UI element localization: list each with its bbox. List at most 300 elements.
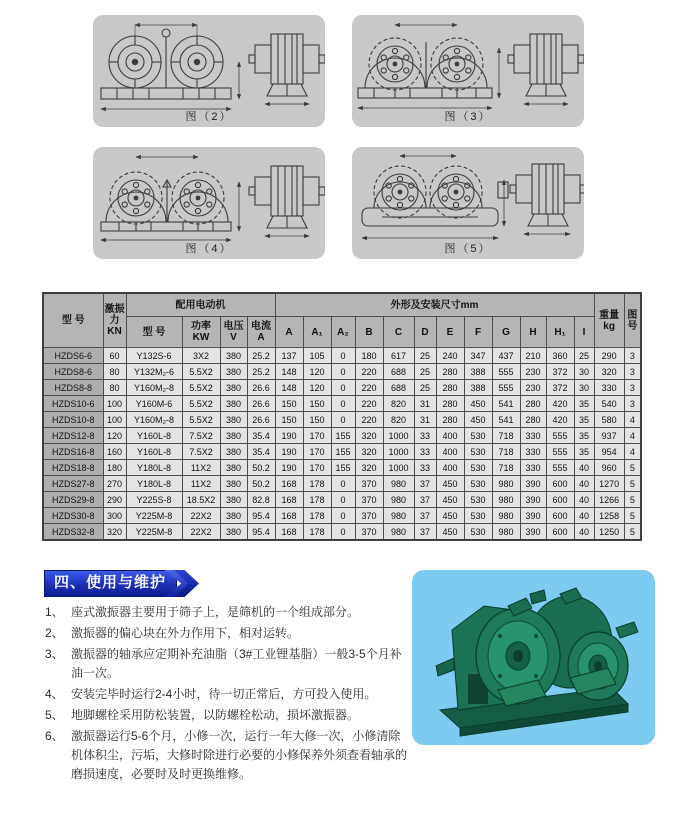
value-cell: 0 <box>331 380 355 396</box>
figure-caption: 图（5） <box>444 243 492 255</box>
value-cell: Y180L-8 <box>126 460 182 476</box>
value-cell: 4 <box>624 444 641 460</box>
table-row <box>43 396 641 412</box>
value-cell: 555 <box>546 460 574 476</box>
value-cell: 26.6 <box>247 412 275 428</box>
value-cell: 1000 <box>383 444 414 460</box>
value-cell: 555 <box>492 380 520 396</box>
value-cell: Y160M₂-8 <box>126 380 182 396</box>
value-cell: 37 <box>414 508 436 524</box>
value-cell: 1258 <box>594 508 624 524</box>
note-text: 地脚螺栓采用防松装置，以防螺栓松动，损坏激振器。 <box>71 708 360 722</box>
value-cell: 330 <box>594 380 624 396</box>
value-cell: 190 <box>275 428 303 444</box>
value-cell: 320 <box>355 460 383 476</box>
value-cell: 100 <box>103 396 126 412</box>
figure-box-4 <box>93 147 325 259</box>
value-cell: 5 <box>624 508 641 524</box>
value-cell: 530 <box>464 476 492 492</box>
note-text: 激振器的偏心块在外力作用下，相对运转。 <box>71 626 300 640</box>
value-cell: 230 <box>520 364 546 380</box>
technical-drawing-front-side-view <box>352 150 584 246</box>
value-cell: 50.2 <box>247 460 275 476</box>
value-cell: 600 <box>546 492 574 508</box>
value-cell: 380 <box>220 380 247 396</box>
value-cell: 180 <box>103 460 126 476</box>
value-cell: 420 <box>546 412 574 428</box>
value-cell: 718 <box>492 428 520 444</box>
header-line: 电压 <box>223 321 244 332</box>
value-cell: 155 <box>331 428 355 444</box>
value-cell: 31 <box>414 412 436 428</box>
figure-caption: 图（4） <box>185 243 233 255</box>
value-cell: 0 <box>331 412 355 428</box>
figure-box-5 <box>352 147 584 259</box>
value-cell: 290 <box>103 492 126 508</box>
value-cell: 22X2 <box>182 524 220 541</box>
col-group-motor: 配用电动机 <box>126 293 275 317</box>
value-cell: Y180L-8 <box>126 476 182 492</box>
value-cell: 168 <box>275 508 303 524</box>
value-cell: 530 <box>464 428 492 444</box>
section-header <box>44 570 199 597</box>
value-cell: 3 <box>624 364 641 380</box>
value-cell: 7.5X2 <box>182 428 220 444</box>
value-cell: 541 <box>492 396 520 412</box>
model-cell: HZDS27-8 <box>43 476 103 492</box>
note-item <box>45 727 409 784</box>
value-cell: 33 <box>414 460 436 476</box>
note-item <box>45 685 409 704</box>
value-cell: 380 <box>220 428 247 444</box>
value-cell: 400 <box>436 428 464 444</box>
value-cell: 95.4 <box>247 524 275 541</box>
value-cell: 25 <box>414 364 436 380</box>
header-line: 激振 <box>104 304 125 315</box>
value-cell: 617 <box>383 348 414 364</box>
value-cell: 320 <box>355 428 383 444</box>
value-cell: 160 <box>103 444 126 460</box>
table-row <box>43 380 641 396</box>
value-cell: 1000 <box>383 428 414 444</box>
vibration-exciter-machine-image <box>412 570 655 745</box>
model-cell: HZDS32-8 <box>43 524 103 541</box>
note-text: 座式激振器主要用于筛子上，是筛机的一个组成部分。 <box>71 605 360 619</box>
value-cell: 980 <box>383 508 414 524</box>
value-cell: 380 <box>220 460 247 476</box>
value-cell: 580 <box>594 412 624 428</box>
header-line: 重量 <box>599 309 620 321</box>
value-cell: 390 <box>520 524 546 541</box>
value-cell: 5 <box>624 460 641 476</box>
value-cell: 980 <box>383 492 414 508</box>
value-cell: Y160M-6 <box>126 396 182 412</box>
table-row <box>43 492 641 508</box>
value-cell: 5 <box>624 492 641 508</box>
value-cell: 120 <box>103 428 126 444</box>
note-number: 1、 <box>45 605 64 619</box>
col-header-dim: A₂ <box>331 317 355 348</box>
value-cell: 530 <box>464 492 492 508</box>
value-cell: 35 <box>574 444 594 460</box>
value-cell: 1000 <box>383 460 414 476</box>
figure-caption: 图（3） <box>444 111 492 123</box>
value-cell: 380 <box>220 492 247 508</box>
value-cell: 372 <box>546 364 574 380</box>
value-cell: 380 <box>220 508 247 524</box>
value-cell: 388 <box>464 364 492 380</box>
value-cell: 31 <box>414 396 436 412</box>
col-header-dim: A <box>275 317 303 348</box>
header-line: 号 <box>627 320 638 332</box>
model-cell: HZDS18-8 <box>43 460 103 476</box>
value-cell: Y160L-8 <box>126 444 182 460</box>
value-cell: 330 <box>520 428 546 444</box>
value-cell: 280 <box>436 396 464 412</box>
value-cell: 35 <box>574 396 594 412</box>
value-cell: 168 <box>275 492 303 508</box>
value-cell: 450 <box>436 524 464 541</box>
value-cell: 555 <box>546 444 574 460</box>
value-cell: 220 <box>355 380 383 396</box>
value-cell: 180 <box>355 348 383 364</box>
value-cell: 150 <box>303 396 331 412</box>
value-cell: 0 <box>331 476 355 492</box>
value-cell: 105 <box>303 348 331 364</box>
technical-drawing-front-side-view <box>93 150 325 246</box>
value-cell: 30 <box>574 364 594 380</box>
value-cell: 530 <box>464 444 492 460</box>
col-header-dim: F <box>464 317 492 348</box>
value-cell: 330 <box>520 444 546 460</box>
value-cell: 4 <box>624 412 641 428</box>
value-cell: 380 <box>220 524 247 541</box>
value-cell: 980 <box>492 476 520 492</box>
value-cell: 954 <box>594 444 624 460</box>
col-header-voltage <box>220 317 247 348</box>
value-cell: 11X2 <box>182 460 220 476</box>
value-cell: Y160L-8 <box>126 428 182 444</box>
value-cell: 35.4 <box>247 444 275 460</box>
value-cell: 178 <box>303 524 331 541</box>
value-cell: 50.2 <box>247 476 275 492</box>
value-cell: 40 <box>574 492 594 508</box>
note-number: 2、 <box>45 626 64 640</box>
value-cell: 420 <box>546 396 574 412</box>
value-cell: 320 <box>103 524 126 541</box>
value-cell: 7.5X2 <box>182 444 220 460</box>
model-cell: HZDS8-6 <box>43 364 103 380</box>
value-cell: 33 <box>414 444 436 460</box>
value-cell: 450 <box>436 492 464 508</box>
value-cell: 600 <box>546 508 574 524</box>
col-header-dim: A₁ <box>303 317 331 348</box>
value-cell: 95.4 <box>247 508 275 524</box>
col-header-motor-model: 型 号 <box>126 317 182 348</box>
value-cell: 372 <box>546 380 574 396</box>
value-cell: 530 <box>464 460 492 476</box>
header-line: 功率 <box>191 321 211 332</box>
technical-drawing-front-side-view <box>352 18 584 114</box>
value-cell: 40 <box>574 524 594 541</box>
value-cell: 980 <box>492 524 520 541</box>
note-item <box>45 645 409 683</box>
value-cell: 400 <box>436 460 464 476</box>
value-cell: 540 <box>594 396 624 412</box>
value-cell: 530 <box>464 508 492 524</box>
spec-table <box>42 292 642 541</box>
value-cell: 380 <box>220 396 247 412</box>
col-header-dim: H₁ <box>546 317 574 348</box>
value-cell: 5.5X2 <box>182 364 220 380</box>
col-header-dim: C <box>383 317 414 348</box>
value-cell: 3 <box>624 380 641 396</box>
value-cell: 80 <box>103 364 126 380</box>
header-line: A <box>257 332 265 343</box>
value-cell: 380 <box>220 348 247 364</box>
value-cell: 230 <box>520 380 546 396</box>
value-cell: 210 <box>520 348 546 364</box>
note-text: 激振器运行5-6个月，小修一次，运行一年大修一次，小修清除机体积尘，污垢，大修时除进行必要的小修保养外须查看轴承的磨损速度，必要时及时更换维修。 <box>71 729 408 781</box>
figure-caption: 图（2） <box>185 111 233 123</box>
value-cell: 980 <box>383 524 414 541</box>
value-cell: 450 <box>464 412 492 428</box>
value-cell: 820 <box>383 412 414 428</box>
value-cell: 300 <box>103 508 126 524</box>
value-cell: 100 <box>103 412 126 428</box>
value-cell: 380 <box>220 412 247 428</box>
value-cell: 5 <box>624 524 641 541</box>
value-cell: 35 <box>574 412 594 428</box>
table-row <box>43 524 641 541</box>
value-cell: 555 <box>492 364 520 380</box>
note-number: 4、 <box>45 687 64 701</box>
value-cell: 370 <box>355 476 383 492</box>
header-line: 力 <box>109 315 120 326</box>
value-cell: Y160M₂-8 <box>126 412 182 428</box>
header-line: V <box>230 332 237 343</box>
value-cell: 688 <box>383 380 414 396</box>
value-cell: 380 <box>220 364 247 380</box>
value-cell: 150 <box>275 412 303 428</box>
model-cell: HZDS8-8 <box>43 380 103 396</box>
value-cell: 22X2 <box>182 508 220 524</box>
value-cell: 35 <box>574 428 594 444</box>
note-text: 激振器的轴承应定期补充油脂（3#工业锂基脂）一般3-5个月补油一次。 <box>71 647 402 680</box>
value-cell: 280 <box>436 412 464 428</box>
product-photo <box>412 570 655 745</box>
value-cell: 40 <box>574 460 594 476</box>
note-item <box>45 624 409 643</box>
value-cell: 11X2 <box>182 476 220 492</box>
value-cell: 26.6 <box>247 380 275 396</box>
table-row <box>43 508 641 524</box>
value-cell: 960 <box>594 460 624 476</box>
value-cell: 688 <box>383 364 414 380</box>
table-row <box>43 444 641 460</box>
value-cell: 0 <box>331 396 355 412</box>
value-cell: 0 <box>331 364 355 380</box>
value-cell: 33 <box>414 428 436 444</box>
figure-box-3 <box>352 15 584 127</box>
value-cell: 25 <box>414 380 436 396</box>
value-cell: 600 <box>546 476 574 492</box>
model-cell: HZDS30-8 <box>43 508 103 524</box>
value-cell: 25.2 <box>247 348 275 364</box>
value-cell: Y225M-8 <box>126 524 182 541</box>
value-cell: 450 <box>464 396 492 412</box>
model-cell: HZDS6-6 <box>43 348 103 364</box>
value-cell: 155 <box>331 444 355 460</box>
value-cell: 1250 <box>594 524 624 541</box>
col-header-figure <box>624 293 641 348</box>
value-cell: 370 <box>355 508 383 524</box>
value-cell: 178 <box>303 492 331 508</box>
value-cell: 1270 <box>594 476 624 492</box>
note-item <box>45 706 409 725</box>
value-cell: Y225M-8 <box>126 508 182 524</box>
note-number: 6、 <box>45 729 64 743</box>
value-cell: 4 <box>624 428 641 444</box>
value-cell: 190 <box>275 444 303 460</box>
value-cell: 937 <box>594 428 624 444</box>
value-cell: 437 <box>492 348 520 364</box>
value-cell: 170 <box>303 428 331 444</box>
value-cell: 600 <box>546 524 574 541</box>
value-cell: 35.4 <box>247 428 275 444</box>
value-cell: Y225S-8 <box>126 492 182 508</box>
value-cell: 280 <box>436 380 464 396</box>
value-cell: 220 <box>355 396 383 412</box>
col-header-dim: I <box>574 317 594 348</box>
value-cell: 290 <box>594 348 624 364</box>
value-cell: 30 <box>574 380 594 396</box>
value-cell: 400 <box>436 444 464 460</box>
col-header-dim: B <box>355 317 383 348</box>
value-cell: 360 <box>546 348 574 364</box>
model-cell: HZDS29-8 <box>43 492 103 508</box>
value-cell: 5.5X2 <box>182 412 220 428</box>
value-cell: 3 <box>624 396 641 412</box>
header-line: kg <box>603 320 615 332</box>
value-cell: 1266 <box>594 492 624 508</box>
value-cell: 18.5X2 <box>182 492 220 508</box>
technical-drawing-front-side-view <box>93 18 325 114</box>
note-number: 3、 <box>45 647 64 661</box>
model-cell: HZDS16-8 <box>43 444 103 460</box>
value-cell: 25 <box>574 348 594 364</box>
figure-box-2 <box>93 15 325 127</box>
value-cell: 270 <box>103 476 126 492</box>
value-cell: 25.2 <box>247 364 275 380</box>
value-cell: Y132S-6 <box>126 348 182 364</box>
value-cell: 0 <box>331 348 355 364</box>
table-row <box>43 428 641 444</box>
value-cell: 450 <box>436 508 464 524</box>
value-cell: 40 <box>574 508 594 524</box>
value-cell: 718 <box>492 460 520 476</box>
col-header-weight <box>594 293 624 348</box>
value-cell: 170 <box>303 460 331 476</box>
value-cell: Y132M₂-6 <box>126 364 182 380</box>
col-header-dim: E <box>436 317 464 348</box>
value-cell: 120 <box>303 380 331 396</box>
maintenance-notes <box>45 603 409 786</box>
section-title: 四、使用与维护 <box>44 570 177 597</box>
col-header-dim: H <box>520 317 546 348</box>
value-cell: 37 <box>414 476 436 492</box>
value-cell: 450 <box>436 476 464 492</box>
table-row <box>43 476 641 492</box>
value-cell: 137 <box>275 348 303 364</box>
value-cell: 178 <box>303 508 331 524</box>
value-cell: 60 <box>103 348 126 364</box>
col-header-force <box>103 293 126 348</box>
value-cell: 388 <box>464 380 492 396</box>
col-header-model: 型 号 <box>43 293 103 348</box>
value-cell: 240 <box>436 348 464 364</box>
value-cell: 380 <box>220 444 247 460</box>
model-cell: HZDS10-8 <box>43 412 103 428</box>
header-line: 图 <box>627 309 638 321</box>
value-cell: 5 <box>624 476 641 492</box>
note-item <box>45 603 409 622</box>
value-cell: 0 <box>331 492 355 508</box>
value-cell: 980 <box>492 508 520 524</box>
value-cell: 320 <box>594 364 624 380</box>
value-cell: 3X2 <box>182 348 220 364</box>
value-cell: 168 <box>275 524 303 541</box>
value-cell: 370 <box>355 492 383 508</box>
value-cell: 0 <box>331 508 355 524</box>
value-cell: 330 <box>520 460 546 476</box>
value-cell: 5.5X2 <box>182 396 220 412</box>
value-cell: 170 <box>303 444 331 460</box>
value-cell: 347 <box>464 348 492 364</box>
col-header-dim: D <box>414 317 436 348</box>
value-cell: 820 <box>383 396 414 412</box>
value-cell: 718 <box>492 444 520 460</box>
value-cell: 541 <box>492 412 520 428</box>
value-cell: 320 <box>355 444 383 460</box>
header-line: 电流 <box>251 321 271 332</box>
value-cell: 280 <box>520 396 546 412</box>
value-cell: 40 <box>574 476 594 492</box>
value-cell: 150 <box>275 396 303 412</box>
table-row <box>43 348 641 364</box>
value-cell: 390 <box>520 492 546 508</box>
value-cell: 220 <box>355 364 383 380</box>
value-cell: 190 <box>275 460 303 476</box>
value-cell: 370 <box>355 524 383 541</box>
value-cell: 120 <box>303 364 331 380</box>
value-cell: 280 <box>436 364 464 380</box>
header-line: KN <box>107 326 122 337</box>
value-cell: 37 <box>414 492 436 508</box>
value-cell: 0 <box>331 524 355 541</box>
value-cell: 390 <box>520 508 546 524</box>
model-cell: HZDS10-6 <box>43 396 103 412</box>
col-header-dim: G <box>492 317 520 348</box>
value-cell: 148 <box>275 380 303 396</box>
value-cell: 5.5X2 <box>182 380 220 396</box>
note-text: 安装完毕时运行2-4小时，待一切正常后，方可投入使用。 <box>71 687 377 701</box>
value-cell: 80 <box>103 380 126 396</box>
value-cell: 150 <box>303 412 331 428</box>
value-cell: 155 <box>331 460 355 476</box>
value-cell: 280 <box>520 412 546 428</box>
value-cell: 980 <box>492 492 520 508</box>
